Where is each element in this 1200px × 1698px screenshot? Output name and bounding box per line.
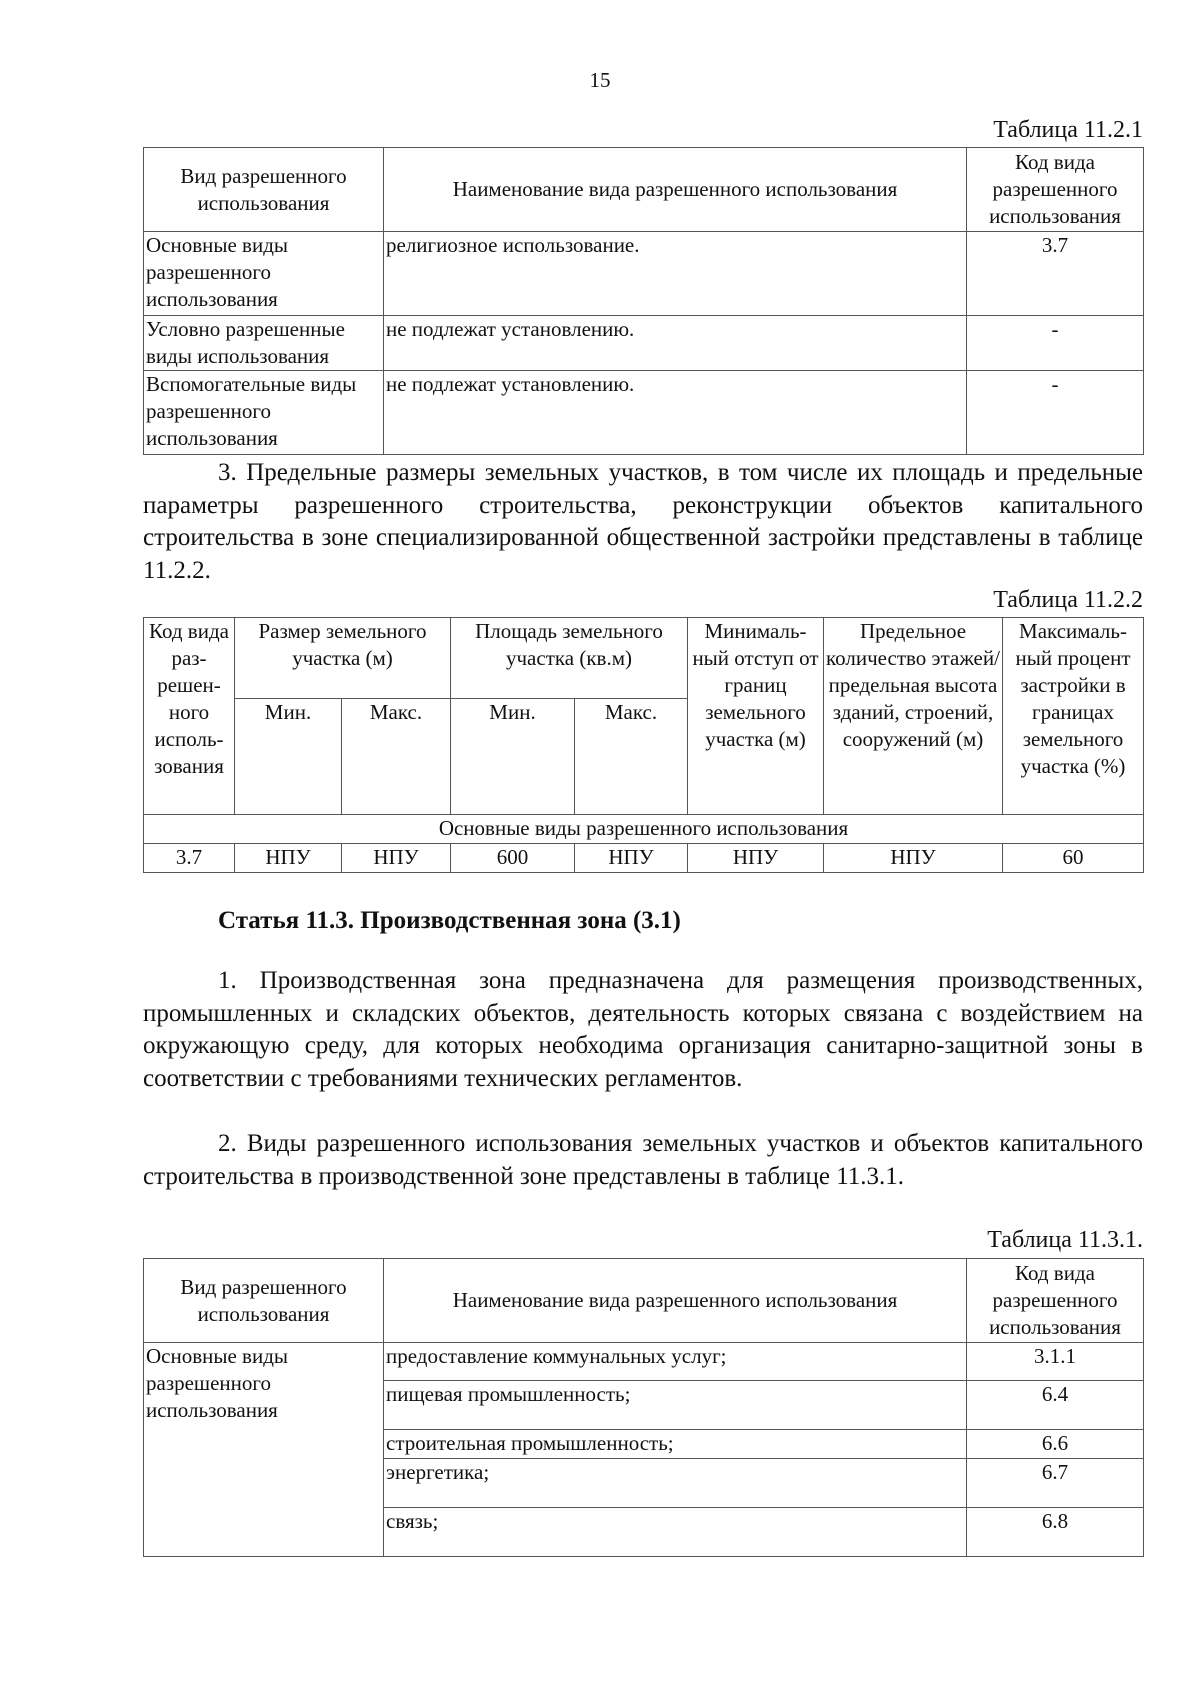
table2-cell-code: 3.7 — [144, 844, 235, 873]
table3-row5-code: 6.8 — [967, 1508, 1144, 1557]
table1-header-name: Наименование вида разрешенного использования — [384, 148, 967, 232]
table2-section-label: Основные виды разрешенного использования — [144, 815, 1144, 844]
table3-header-code: Код вида разрешенного использования — [967, 1259, 1144, 1343]
table3-row5-name: связь; — [384, 1508, 967, 1557]
page-number: 15 — [589, 68, 611, 92]
table1-row3-kind: Вспомогательные виды разрешенного использования — [144, 371, 384, 455]
paragraph-2: 2. Виды разрешенного использования земельных участков и объектов капитального строительства в производственной зоне представлены в таблице 11.3.1. — [143, 1130, 1143, 1190]
table3-row4-code: 6.7 — [967, 1459, 1144, 1508]
table-row — [144, 316, 1144, 371]
table3-kind: Основные виды разрешенного использования — [144, 1343, 384, 1557]
table3-caption: Таблица 11.3.1. — [987, 1227, 1143, 1253]
table3-row2-name: пищевая промышленность; — [384, 1381, 967, 1430]
table1-row1-code: 3.7 — [967, 232, 1144, 316]
table2-header-size-max: Макс. — [342, 699, 451, 815]
table2-header-area: Площадь земельного участка (кв.м) — [451, 618, 688, 699]
table2-cell-area-min: 600 — [451, 844, 575, 873]
table2-cell-size-max: НПУ — [342, 844, 451, 873]
table-11-2-1 — [143, 147, 1144, 455]
table3-row3-name: строительная промышленность; — [384, 1430, 967, 1459]
table2-cell-offset: НПУ — [688, 844, 824, 873]
table2-header-area-max: Макс. — [575, 699, 688, 815]
table2-cell-percent: 60 — [1003, 844, 1144, 873]
table1-row2-code: - — [967, 316, 1144, 371]
table3-row3-code: 6.6 — [967, 1430, 1144, 1459]
table1-row2-kind: Условно разрешенные виды использования — [144, 316, 384, 371]
table2-cell-size-min: НПУ — [235, 844, 342, 873]
table2-caption: Таблица 11.2.2 — [993, 587, 1143, 613]
table-row — [144, 232, 1144, 316]
table3-row1-code: 3.1.1 — [967, 1343, 1144, 1381]
table3-row1-name: предоставление коммунальных услуг; — [384, 1343, 967, 1381]
table3-row4-name: энергетика; — [384, 1459, 967, 1508]
table2-cell-area-max: НПУ — [575, 844, 688, 873]
table-row — [144, 844, 1144, 873]
table3-header-row — [144, 1259, 1144, 1343]
paragraph-3: 3. Предельные размеры земельных участков, в том числе их площадь и предельные параметры разрешенного строительства, реконструкции объектов капитального строительства в зоне специализированной общественной застройки представлены в таблице 11.2.2. — [143, 459, 1143, 584]
table-11-2-2 — [143, 617, 1144, 873]
table3-header-kind: Вид разрешенного использования — [144, 1259, 384, 1343]
table1-header-kind: Вид разрешенного использования — [144, 148, 384, 232]
table2-cell-floors: НПУ — [824, 844, 1003, 873]
table2-header-size: Размер земельного участка (м) — [235, 618, 451, 699]
table1-row1-name: религиозное использование. — [384, 232, 967, 316]
article-heading: Статья 11.3. Производственная зона (3.1) — [218, 907, 681, 934]
table-11-3-1 — [143, 1258, 1144, 1557]
table2-header-area-min: Мин. — [451, 699, 575, 815]
table3-row2-code: 6.4 — [967, 1381, 1144, 1430]
table1-row2-name: не подлежат установлению. — [384, 316, 967, 371]
table1-row1-kind: Основные виды разрешенного использования — [144, 232, 384, 316]
paragraph-1: 1. Производственная зона предназначена для размещения производственных, промышленных и складских объектов, деятельность которых связана с воздействием на окружающую среду, для которых необходима организация санитарно-защитной зоны в соответствии с требованиями технических регламентов. — [143, 967, 1143, 1092]
table-row — [144, 371, 1144, 455]
table-row — [144, 1343, 1144, 1381]
table1-caption: Таблица 11.2.1 — [993, 117, 1143, 143]
table1-row3-name: не подлежат установлению. — [384, 371, 967, 455]
table1-row3-code: - — [967, 371, 1144, 455]
table2-header-floors: Предельное количество этажей/ предельная высота зданий, строений, сооружений (м) — [824, 618, 1003, 815]
table2-header-size-min: Мин. — [235, 699, 342, 815]
table2-header-percent: Максималь- ный процент застройки в границах земельного участка (%) — [1003, 618, 1144, 815]
table3-header-name: Наименование вида разрешенного использования — [384, 1259, 967, 1343]
table1-header-code: Код вида разрешенного использования — [967, 148, 1144, 232]
table2-header-code: Код вида раз- решен- ного исполь- зования — [144, 618, 235, 815]
table1-header-row — [144, 148, 1144, 232]
table2-header-offset: Минималь- ный отступ от границ земельного участка (м) — [688, 618, 824, 815]
